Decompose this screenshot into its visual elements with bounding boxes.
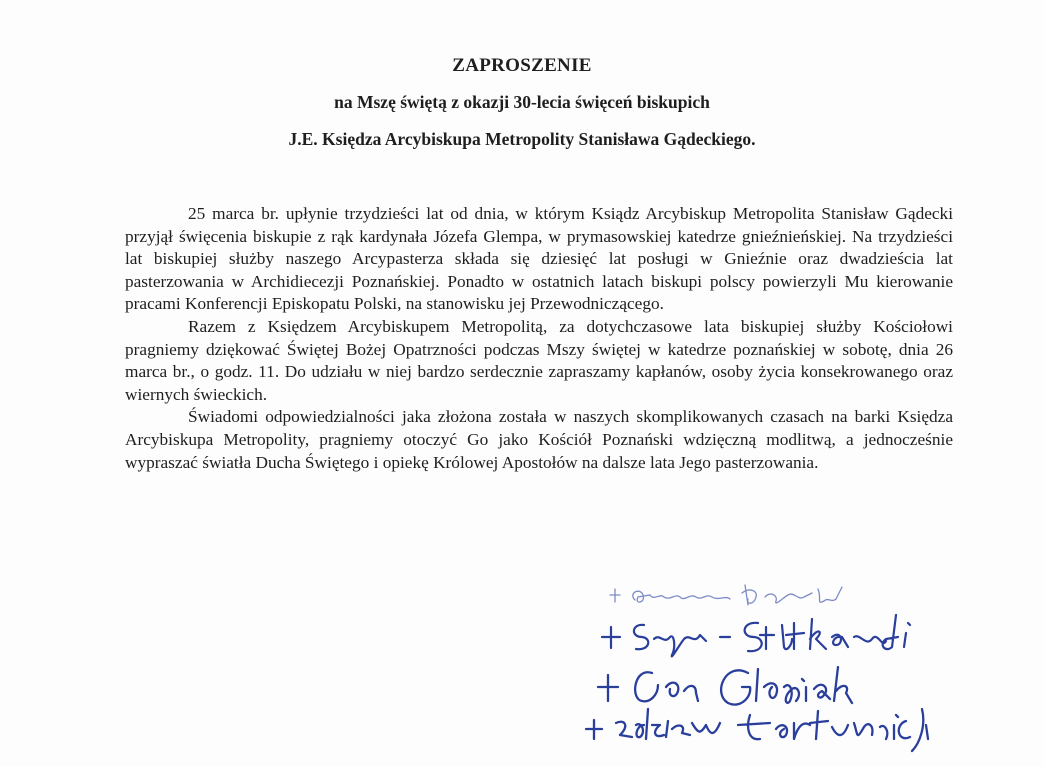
document-subtitle-line-1: na Mszę świętą z okazji 30-lecia święceń biskupich [334, 92, 710, 112]
paragraph-1: 25 marca br. upłynie trzydzieści lat od dnia, w którym Ksiądz Arcybiskup Metropolita Stanisław Gądecki przyjął święcenia biskupie z rąk kardynała Józefa Glempa, w prymasowskiej katedrze gnieźnieńskiej. Na trzydzieści lat biskupiej służby naszego Arcypasterza składa się dziesięć lat posługi w Gnieźnie oraz dwadzieścia lat pasterzowania w Archidiecezji Poznańskiej. Ponadto w ostatnich latach biskupi polscy powierzyli Mu kierowanie pracami Konferencji Episkopatu Polski, na stanowisku jej Przewodniczącego. [125, 204, 953, 314]
signature-4 [586, 709, 928, 751]
document-body [125, 203, 953, 474]
signature-drawing [580, 575, 1000, 760]
document-subtitle-line-2: J.E. Księdza Arcybiskupa Metropolity Stanisława Gądeckiego. [288, 129, 756, 149]
signature-1 [610, 585, 842, 605]
signature-3 [598, 667, 852, 705]
document-title: ZAPROSZENIE [452, 55, 592, 76]
signature-2 [602, 615, 910, 656]
paragraph-2: Razem z Księdzem Arcybiskupem Metropolitą, za dotychczasowe lata biskupiej służby Kościołowi pragniemy dziękować Świętej Bożej Opatrzności podczas Mszy świętej w katedrze poznańskiej w sobotę, dnia 26 marca br., o godz. 11. Do udziału w niej bardzo serdecznie zapraszamy kapłanów, osoby życia konsekrowanego oraz wiernych świeckich. [125, 316, 953, 404]
paragraph-3: Świadomi odpowiedzialności jaka złożona została w naszych skomplikowanych czasach na barki Księdza Arcybiskupa Metropolity, pragniemy otoczyć Go jako Kościół Poznański wdzięczną modlitwą, a jednocześnie wypraszać światła Ducha Świętego i opiekę Królowej Apostołów na dalsze lata Jego pasterzowania. [125, 407, 953, 472]
handwritten-signatures [580, 575, 1000, 760]
